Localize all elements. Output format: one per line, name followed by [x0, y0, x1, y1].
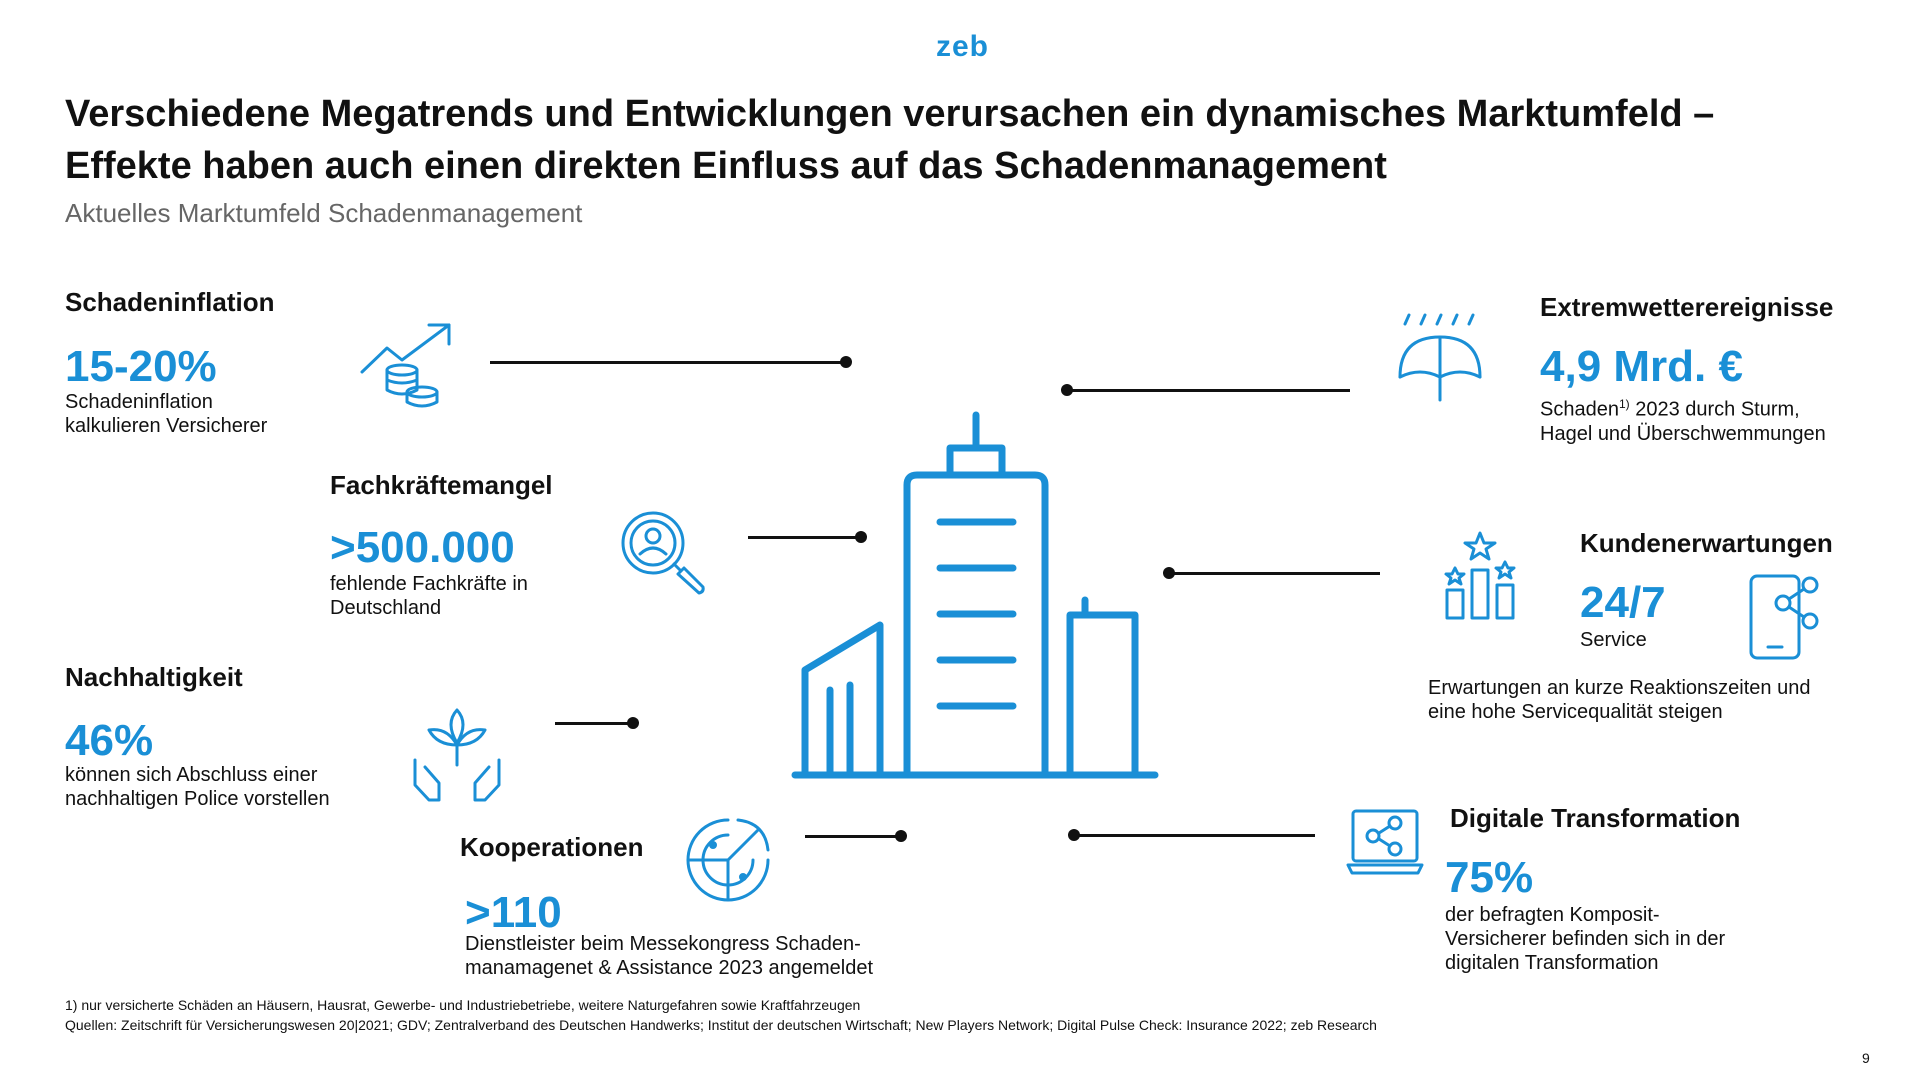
phone-share-icon [1748, 573, 1823, 663]
connector-nachhaltigkeit [555, 722, 630, 725]
footnote: 1) nur versicherte Schäden an Häusern, Hausrat, Gewerbe- und Industriebetriebe, weitere Naturgefahren sowie Kraftfahrzeugen [65, 997, 861, 1013]
rating-stars-icon [1440, 530, 1520, 620]
value-fachkraeftemangel: >500.000 [330, 523, 515, 572]
value-extremwetter: 4,9 Mrd. € [1540, 342, 1743, 391]
value-schadeninflation: 15-20% [65, 342, 217, 391]
desc-extremwetter: Schaden$^{1)}$ 2023 durch Sturm, Hagel und Überschwemmungen [1540, 397, 1826, 445]
connector-fachkraeftemangel [748, 536, 860, 539]
connector-dot-kooperationen [895, 830, 907, 842]
radar-icon [683, 815, 773, 905]
person-search-icon [618, 508, 708, 598]
heading-kundenerwartungen: Kundenerwartungen [1580, 528, 1833, 558]
umbrella-rain-icon [1395, 312, 1485, 407]
value-kooperationen: >110 [465, 888, 562, 937]
connector-extremwetter [1068, 389, 1350, 392]
desc-fachkraeftemangel: fehlende Fachkräfte in Deutschland [330, 573, 528, 619]
connector-dot-schadeninflation [840, 356, 852, 368]
zeb-logo: zeb [936, 30, 990, 63]
laptop-share-icon [1345, 808, 1425, 878]
page-number: 9 [1862, 1050, 1870, 1066]
hands-plant-icon [407, 705, 507, 805]
connector-digitale [1075, 834, 1315, 837]
connector-kundenerwartungen [1170, 572, 1380, 575]
connector-dot-extremwetter [1061, 384, 1073, 396]
heading-kooperationen: Kooperationen [460, 832, 644, 862]
heading-digitale: Digitale Transformation [1450, 803, 1741, 833]
heading-schadeninflation: Schadeninflation [65, 287, 275, 317]
desc-digitale: der befragten Komposit- Versicherer befinden sich in der digitalen Transformation [1445, 904, 1726, 974]
heading-nachhaltigkeit: Nachhaltigkeit [65, 662, 243, 692]
value-digitale: 75% [1445, 853, 1534, 902]
connector-dot-digitale [1068, 829, 1080, 841]
desc-nachhaltigkeit: können sich Abschluss einer nachhaltigen Police vorstellen [65, 764, 330, 810]
service-label: Service [1580, 629, 1647, 651]
heading-fachkraeftemangel: Fachkräftemangel [330, 470, 553, 500]
title-line-2: Effekte haben auch einen direkten Einfluss auf das Schadenmanagement [65, 145, 1387, 187]
connector-dot-fachkraeftemangel [855, 531, 867, 543]
connector-dot-nachhaltigkeit [627, 717, 639, 729]
page-title [65, 88, 1865, 192]
desc-kooperationen: Dienstleister beim Messekongress Schaden- manamagenet & Assistance 2023 angemeldet [465, 933, 874, 979]
desc-kundenerwartungen: Erwartungen an kurze Reaktionszeiten und eine hohe Servicequalität steigen [1428, 677, 1811, 723]
value-kundenerwartungen: 24/7 [1580, 578, 1666, 627]
building-icon [785, 410, 1165, 785]
page-subtitle: Aktuelles Marktumfeld Schadenmanagement [65, 198, 583, 228]
sources: Quellen: Zeitschrift für Versicherungswesen 20|2021; GDV; Zentralverband des Deutschen Handwerks; Institut der deutschen Wirtschaft; New Players Network; Digital Pulse Check: Insurance 2022; zeb Research [65, 1017, 1377, 1033]
heading-extremwetter: Extremwetterereignisse [1540, 292, 1834, 322]
value-nachhaltigkeit: 46% [65, 716, 154, 765]
desc-schadeninflation: Schadeninflation kalkulieren Versicherer [65, 391, 268, 437]
connector-kooperationen [805, 835, 900, 838]
coins-growth-icon [357, 320, 457, 410]
connector-dot-kundenerwartungen [1163, 567, 1175, 579]
connector-schadeninflation [490, 361, 845, 364]
title-line-1: Verschiedene Megatrends und Entwicklungen verursachen ein dynamisches Marktumfeld – [65, 93, 1715, 135]
